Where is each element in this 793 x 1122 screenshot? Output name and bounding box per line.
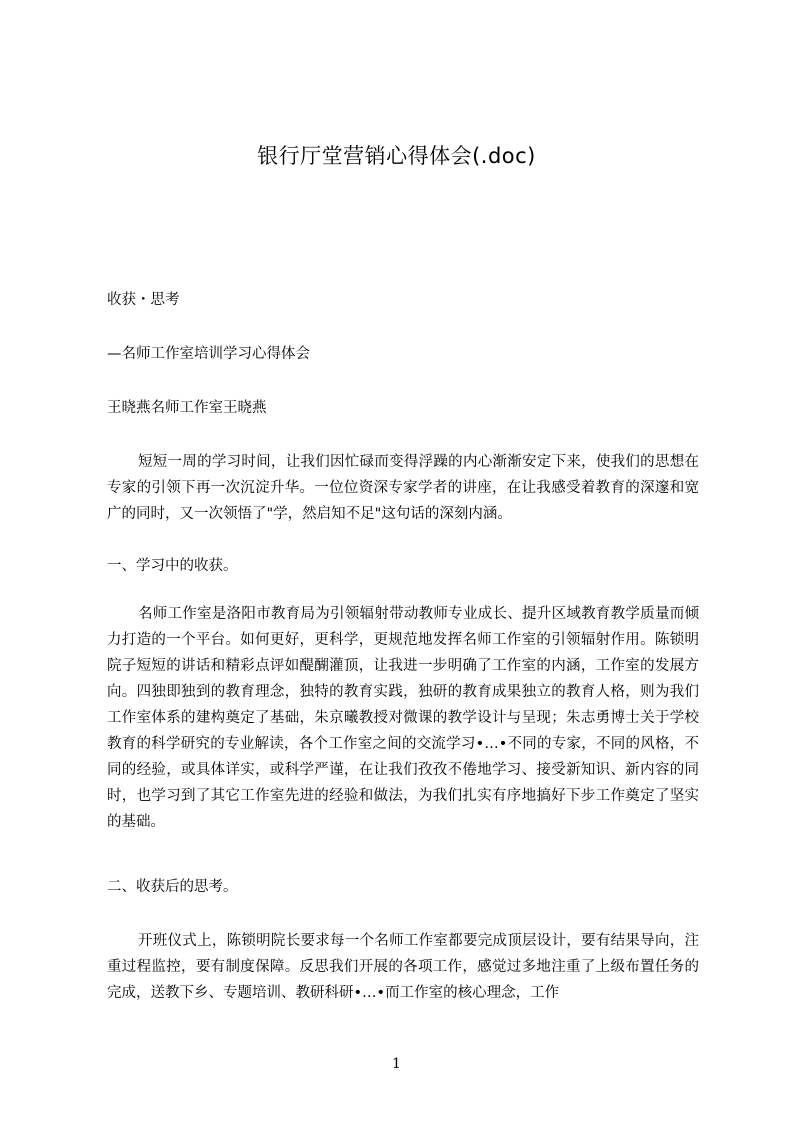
subtitle-text: —名师工作室培训学习心得体会 [107,346,310,362]
author-text: 王晓燕名师工作室王晓燕 [107,400,267,416]
heading-text: 收获・思考 [107,292,180,308]
document-title: 银行厅堂营销心得体会(.doc) [257,144,536,168]
section-1-heading: 一、学习中的收获。 [107,558,238,574]
intro-paragraph: 短短一周的学习时间，让我们因忙碌而变得浮躁的内心渐渐安定下来，使我们的思想在专家的引领下再一次沉淀升华。一位位资深专家学者的讲座，在让我感受着教育的深邃和宽广的同时，又一次领悟了"学，然启知不足"这句话的深刻内涵。 [107,454,699,522]
section-2-paragraph: 开班仪式上，陈锁明院长要求每一个名师工作室都要完成顶层设计，要有结果导向，注重过程监控，要有制度保障。反思我们开展的各项工作，感觉过多地注重了上级布置任务的完成，送教下乡、专题培训、教研科研•…•而工作室的核心理念，工作 [107,933,699,1001]
page-number: 1 [392,1056,401,1072]
section-2-heading: 二、收获后的思考。 [107,879,238,895]
section-1-paragraph: 名师工作室是洛阳市教育局为引领辐射带动教师专业成长、提升区域教育教学质量而倾力打造的一个平台。如何更好，更科学，更规范地发挥名师工作室的引领辐射作用。陈锁明院子短短的讲话和精彩点评如醍醐灌顶，让我进一步明确了工作室的内涵，工作室的发展方向。四独即独到的教育理念，独特的教育实践，独研的教育成果独立的教育人格，则为我们工作室体系的建构奠定了基础，朱京曦教授对微课的教学设计与呈现；朱志勇博士关于学校教育的科学研究的专业解读，各个工作室之间的交流学习•…•不同的专家，不同的风格，不同的经验，或具体详实，或科学严谨，在让我们孜孜不倦地学习、接受新知识、新内容的同时，也学习到了其它工作室先进的经验和做法，为我们扎实有序地搞好下步工作奠定了坚实的基础。 [107,606,699,830]
